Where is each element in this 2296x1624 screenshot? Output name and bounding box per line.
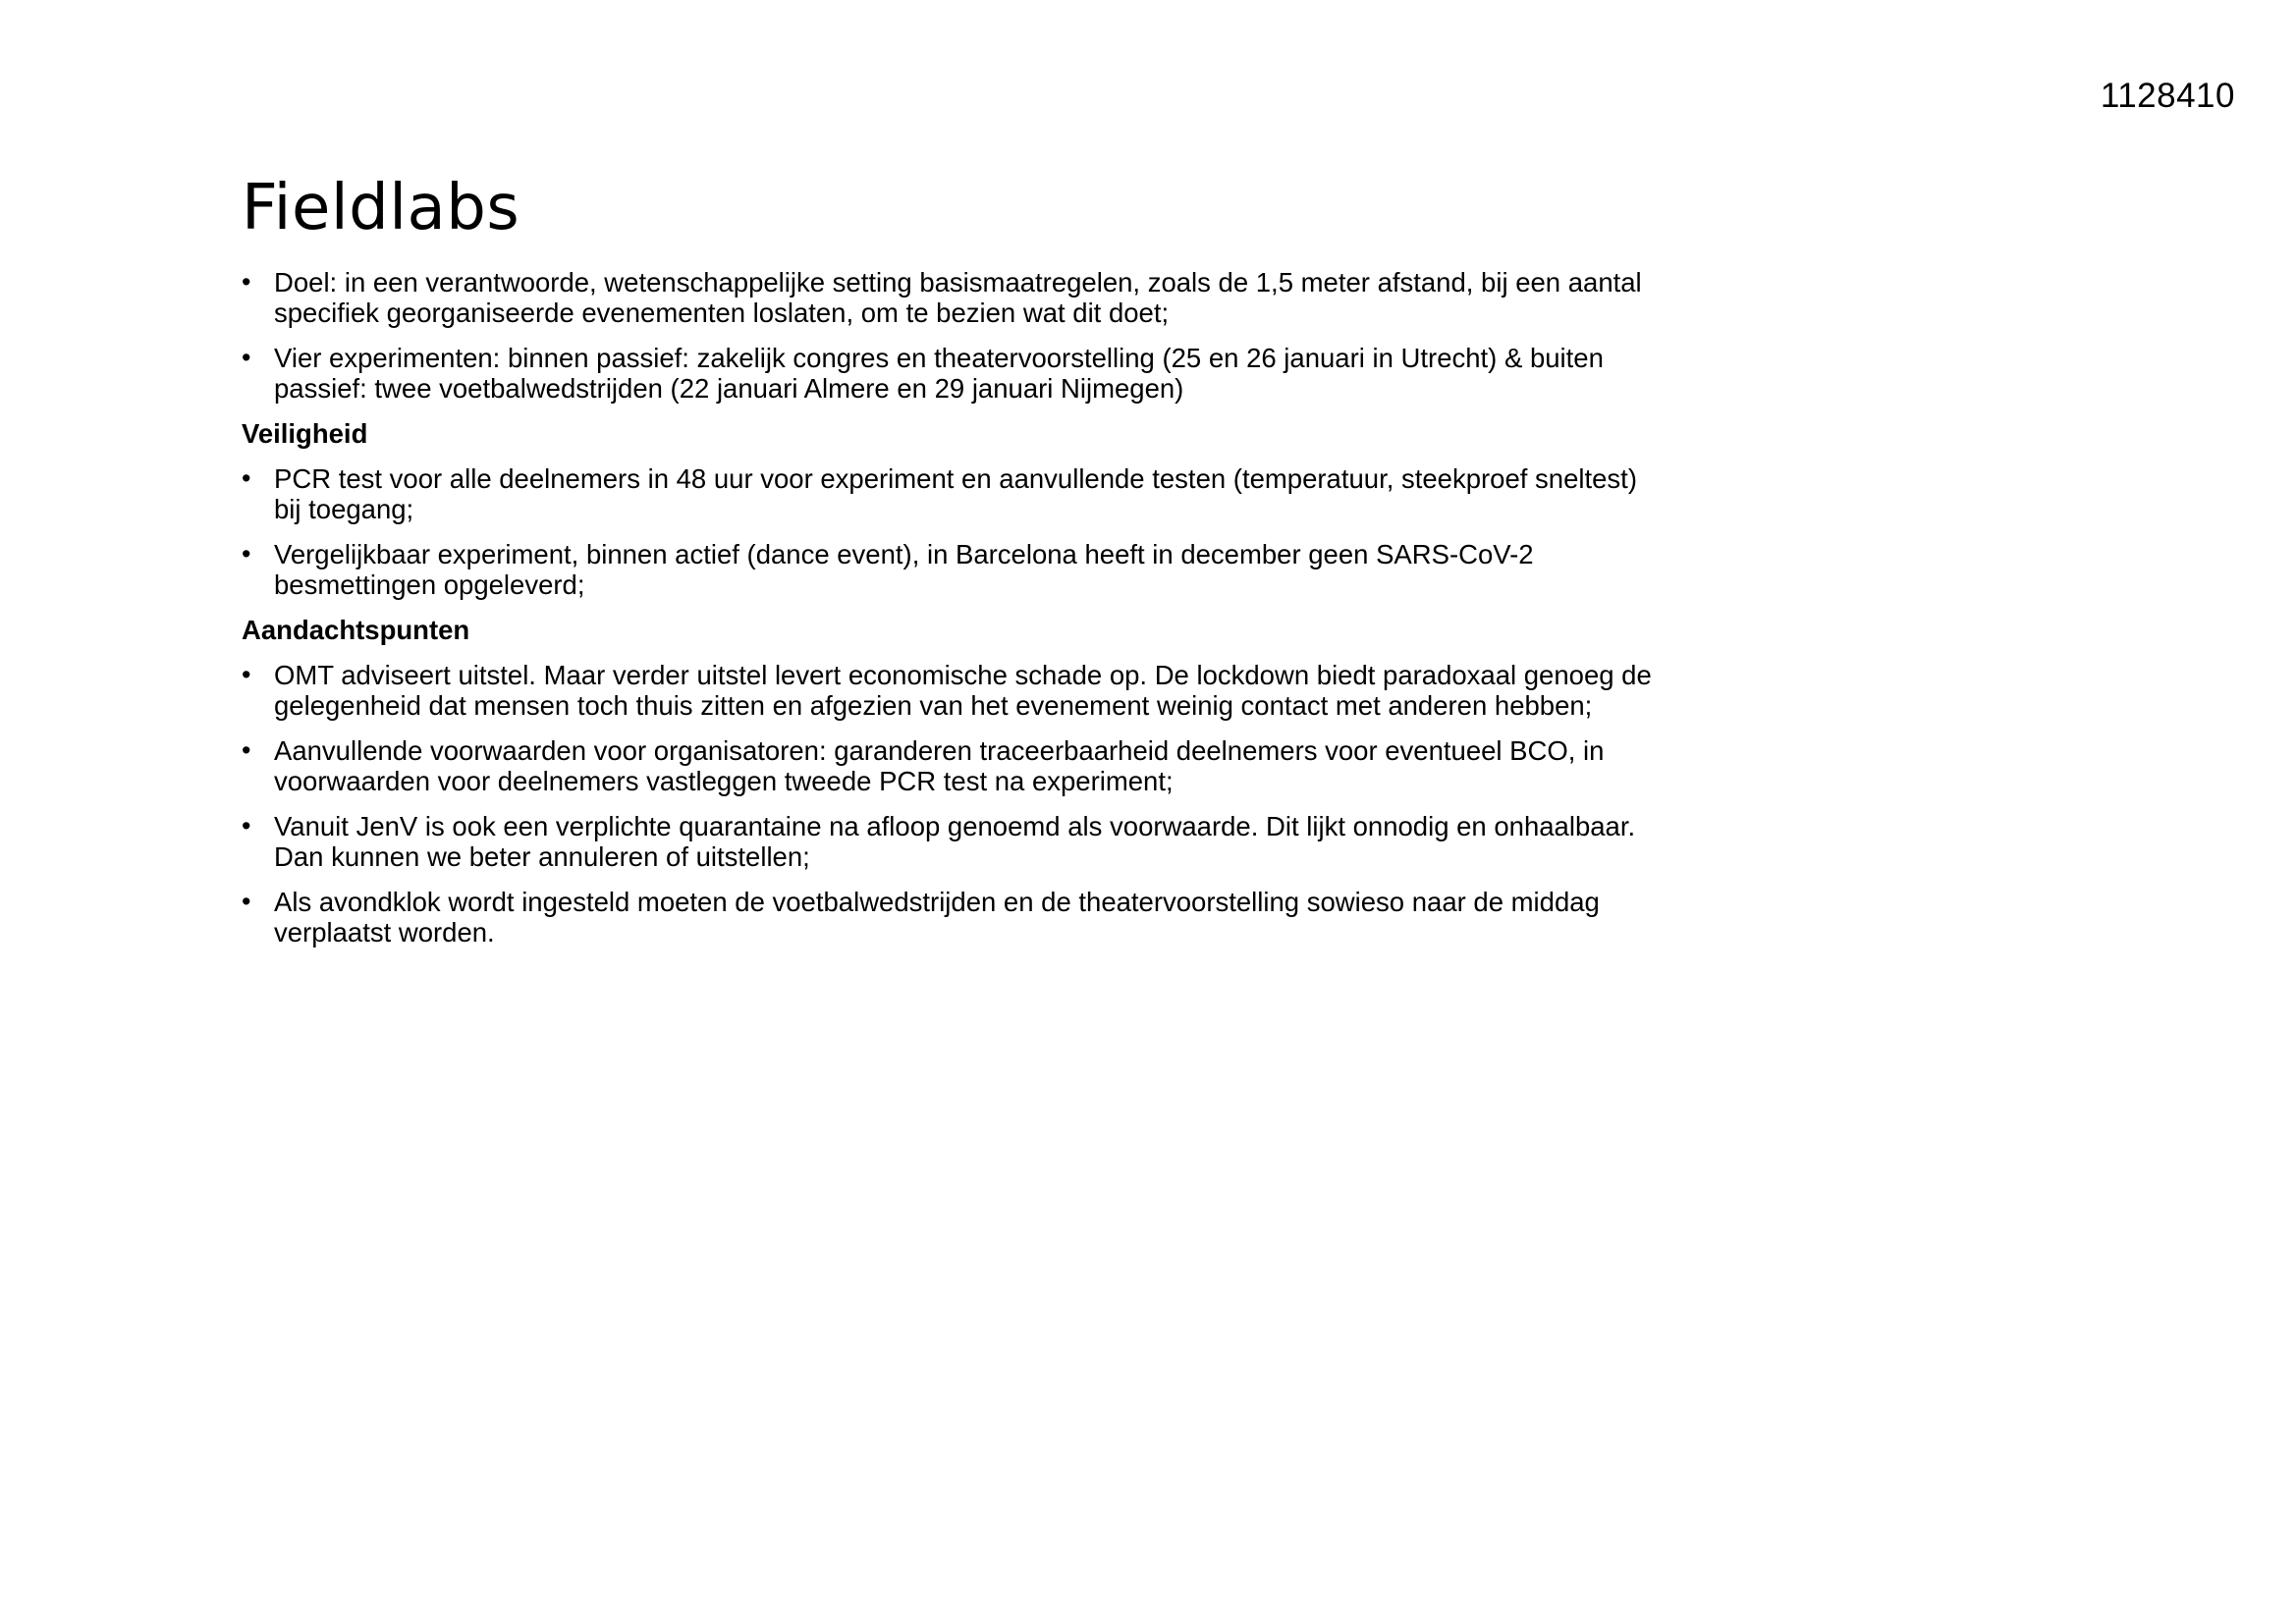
section-heading-veiligheid: Veiligheid xyxy=(242,418,368,449)
slide-title: Fieldlabs xyxy=(242,172,520,244)
list-item xyxy=(242,463,1656,524)
bullet-icon: • xyxy=(242,267,251,297)
bullet-icon: • xyxy=(242,811,251,840)
bullet-icon: • xyxy=(242,463,251,493)
document-number: 1128410 xyxy=(2100,77,2235,115)
list-item xyxy=(242,539,1656,600)
bullet-icon: • xyxy=(242,660,251,689)
bullet-icon: • xyxy=(242,735,251,765)
list-item-text: Doel: in een verantwoorde, wetenschappelijke setting basismaatregelen, zoals de 1,5 meter afstand, bij een aantal specifiek georganiseerde evenementen loslaten, om te bezien wat dit doet; xyxy=(274,267,1642,328)
bullet-icon: • xyxy=(242,887,251,916)
veiligheid-list xyxy=(242,463,1656,600)
section-heading-aandachtspunten: Aandachtspunten xyxy=(242,615,470,645)
list-item-text: Als avondklok wordt ingesteld moeten de voetbalwedstrijden en de theatervoorstelling sowieso naar de middag verplaatst worden. xyxy=(274,887,1600,947)
intro-list xyxy=(242,267,1656,404)
list-item xyxy=(242,887,1656,947)
list-item-text: Vier experimenten: binnen passief: zakelijk congres en theatervoorstelling (25 en 26 januari in Utrecht) & buiten passief: twee voetbalwedstrijden (22 januari Almere en 29 januari Nijmegen) xyxy=(274,343,1604,404)
list-item-text: Vanuit JenV is ook een verplichte quarantaine na afloop genoemd als voorwaarde. Dit lijkt onnodig en onhaalbaar. Dan kunnen we beter annuleren of uitstellen; xyxy=(274,811,1636,872)
list-item-text: Vergelijkbaar experiment, binnen actief (dance event), in Barcelona heeft in december geen SARS-CoV-2 besmettingen opgeleverd; xyxy=(274,539,1534,600)
list-item-text: OMT adviseert uitstel. Maar verder uitstel levert economische schade op. De lockdown biedt paradoxaal genoeg de gelegenheid dat mensen toch thuis zitten en afgezien van het evenement weinig contact met anderen hebben; xyxy=(274,660,1652,721)
list-item-text: PCR test voor alle deelnemers in 48 uur voor experiment en aanvullende testen (temperatuur, steekproef sneltest) bij toegang; xyxy=(274,463,1637,524)
list-item xyxy=(242,660,1656,721)
list-item xyxy=(242,811,1656,872)
list-item xyxy=(242,343,1656,404)
aandachtspunten-list xyxy=(242,660,1656,947)
list-item xyxy=(242,735,1656,796)
bullet-icon: • xyxy=(242,343,251,372)
list-item xyxy=(242,267,1656,328)
slide-content xyxy=(242,167,1656,962)
bullet-icon: • xyxy=(242,539,251,568)
list-item-text: Aanvullende voorwaarden voor organisatoren: garanderen traceerbaarheid deelnemers voor eventueel BCO, in voorwaarden voor deelnemers vastleggen tweede PCR test na experiment; xyxy=(274,735,1605,796)
